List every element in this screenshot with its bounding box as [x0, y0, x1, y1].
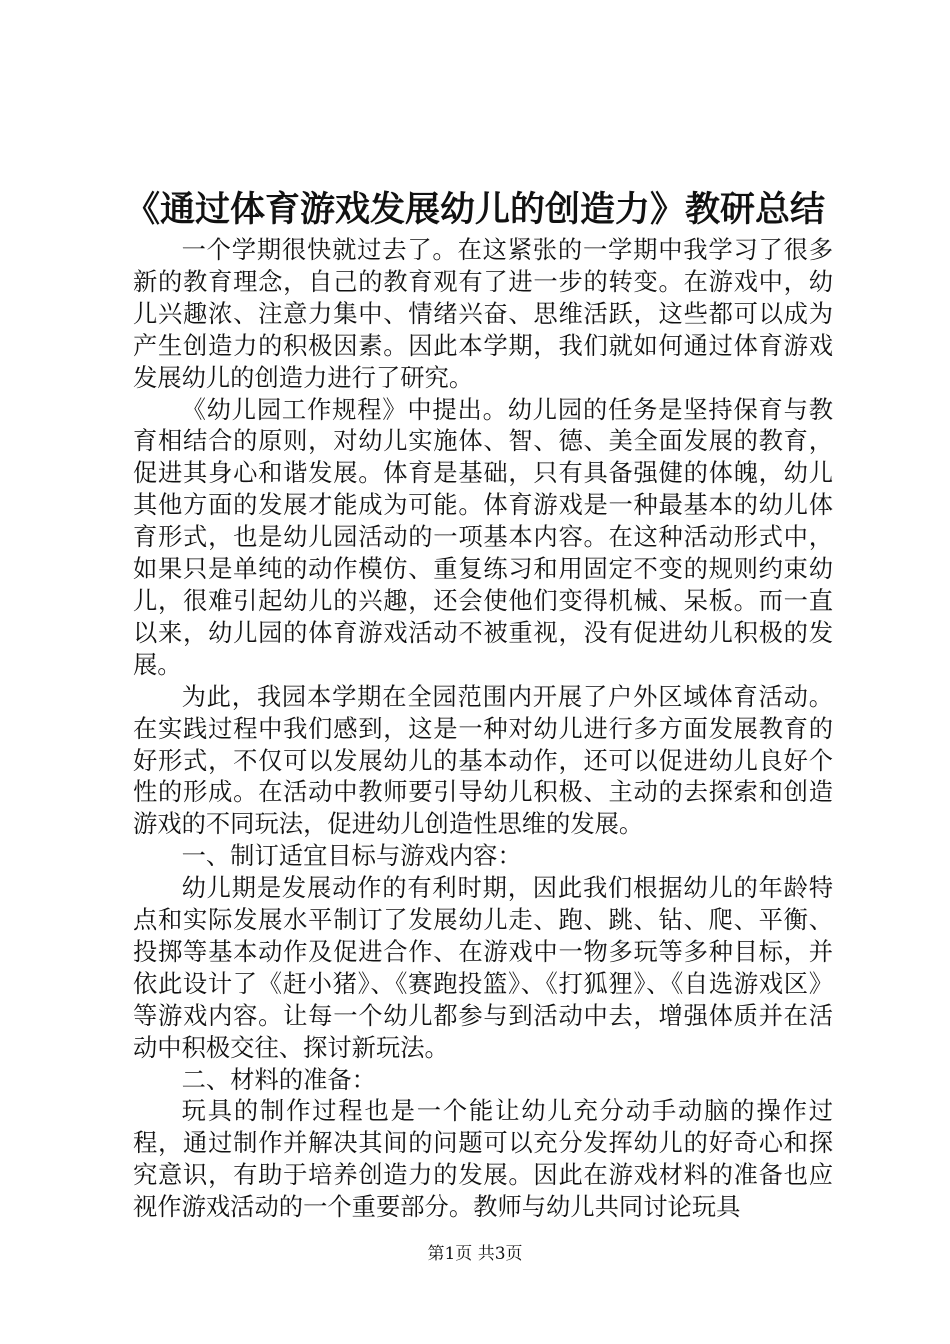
paragraph-intro: 一个学期很快就过去了。在这紧张的一学期中我学习了很多新的教育理念，自己的教育观有了进一步的转变。在游戏中，幼儿兴趣浓、注意力集中、情绪兴奋、思维活跃，这些都可以成为产生创造力的积极因素。因此本学期，我们就如何通过体育游戏发展幼儿的创造力进行了研究。 — [133, 235, 833, 392]
section-heading-goals: 一、制订适宜目标与游戏内容： — [181, 841, 522, 871]
document-body — [133, 234, 833, 1223]
paragraph-materials: 玩具的制作过程也是一个能让幼儿充分动手动脑的操作过程，通过制作并解决其间的问题可以充分发挥幼儿的好奇心和探究意识，有助于培养创造力的发展。因此在游戏材料的准备也应视作游戏活动的一个重要部分。教师与幼儿共同讨论玩具 — [133, 1096, 833, 1222]
paragraph-goals: 幼儿期是发展动作的有利时期，因此我们根据幼儿的年龄特点和实际发展水平制订了发展幼儿走、跑、跳、钻、爬、平衡、投掷等基本动作及促进合作、在游戏中一物多玩等多种目标，并依此设计了《赶小猪》、《赛跑投篮》、《打狐狸》、《自选游戏区》等游戏内容。让每一个幼儿都参与到活动中去，增强体质并在活动中积极交往、探讨新玩法。 — [133, 873, 833, 1062]
paragraph-regulations: 《幼儿园工作规程》中提出。幼儿园的任务是坚持保育与教育相结合的原则，对幼儿实施体、智、德、美全面发展的教育，促进其身心和谐发展。体育是基础，只有具备强健的体魄，幼儿其他方面的发展才能成为可能。体育游戏是一种最基本的幼儿体育形式，也是幼儿园活动的一项基本内容。在这种活动形式中，如果只是单纯的动作模仿、重复练习和用固定不变的规则约束幼儿，很难引起幼儿的兴趣，还会使他们变得机械、呆板。而一直以来，幼儿园的体育游戏活动不被重视，没有促进幼儿积极的发展。 — [133, 394, 833, 679]
page-number-footer: 第1页 共3页 — [427, 1244, 523, 1264]
paragraph-outdoor-activities: 为此，我园本学期在全园范围内开展了户外区域体育活动。在实践过程中我们感到，这是一种对幼儿进行多方面发展教育的好形式，不仅可以发展幼儿的基本动作，还可以促进幼儿良好个性的形成。在活动中教师要引导幼儿积极、主动的去探索和创造游戏的不同玩法，促进幼儿创造性思维的发展。 — [133, 681, 833, 839]
document-title: 《通过体育游戏发展幼儿的创造力》教研总结 — [124, 189, 825, 230]
section-heading-materials: 二、材料的准备： — [181, 1064, 376, 1094]
